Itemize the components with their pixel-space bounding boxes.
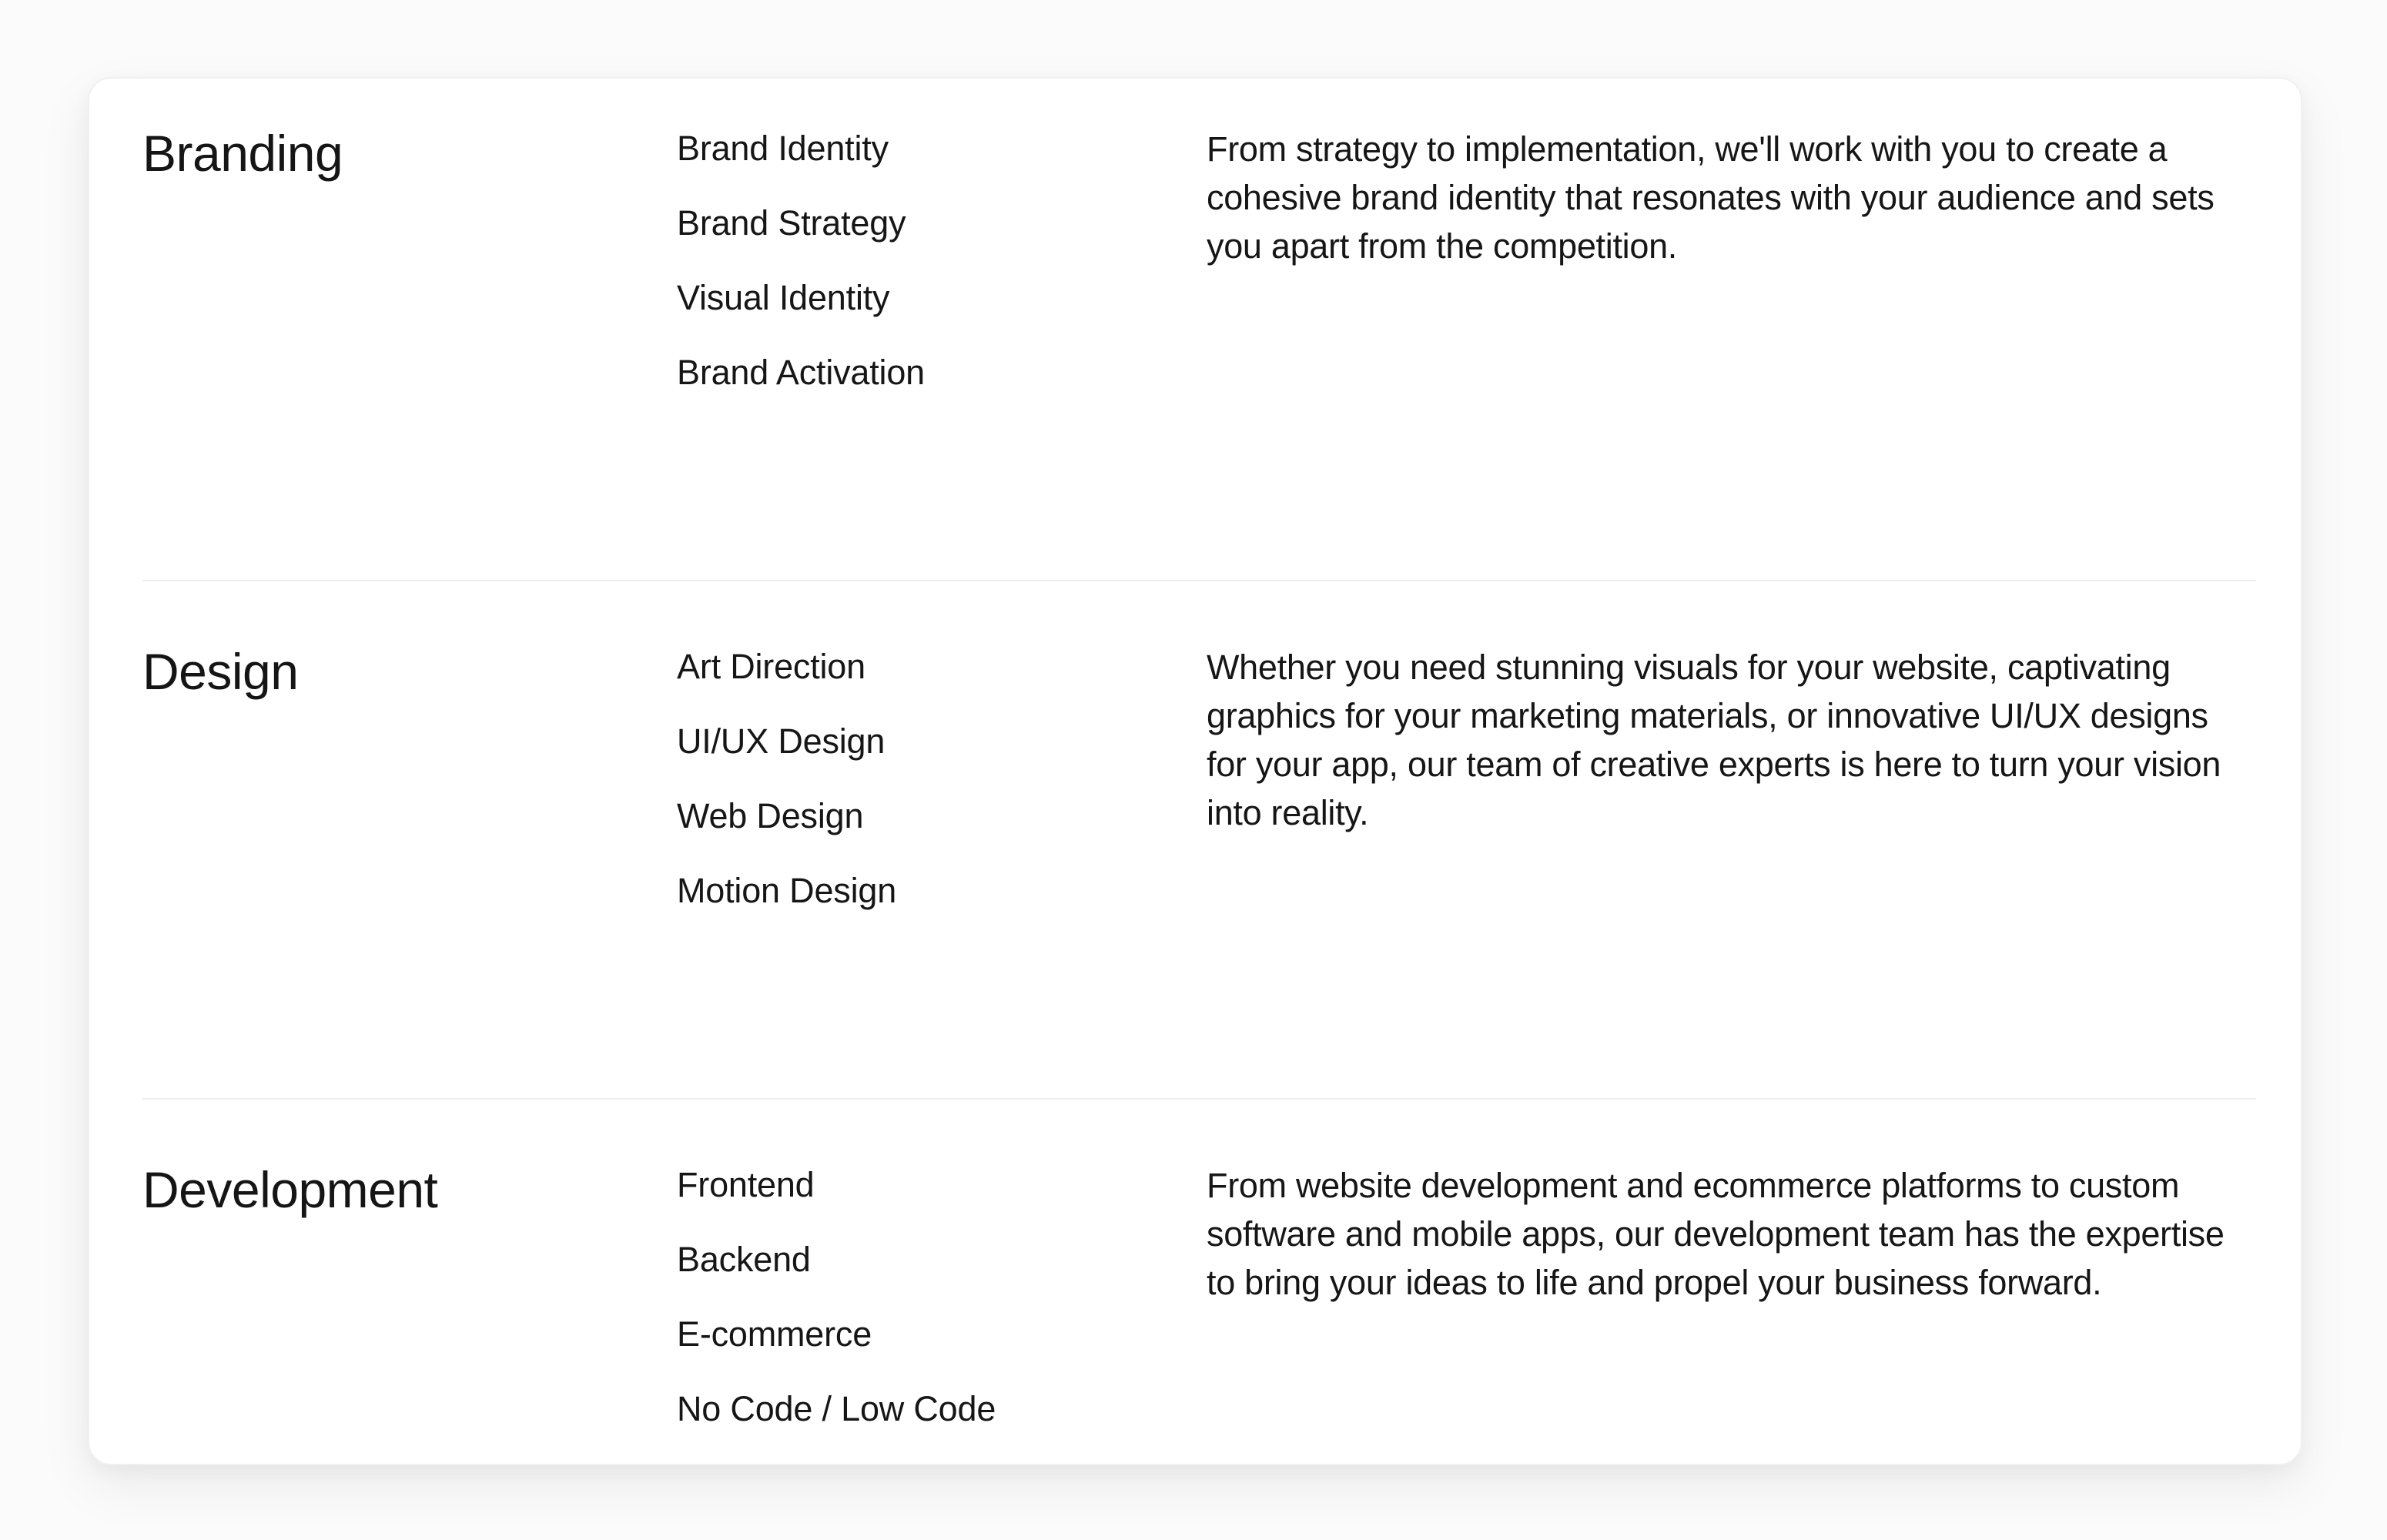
section-title-branding: Branding	[142, 125, 343, 182]
service-item: Brand Identity	[677, 129, 889, 168]
service-list-branding	[677, 125, 1207, 397]
service-item: Brand Strategy	[677, 203, 906, 243]
service-item: No Code / Low Code	[677, 1389, 996, 1428]
service-item: Frontend	[677, 1165, 815, 1204]
section-description-development: From website development and ecommerce platforms to custom software and mobile apps, our development team has the expertise to bring your ideas to life and propel your business forward.	[1207, 1166, 2225, 1302]
service-section-development	[142, 1098, 2256, 1464]
service-list-design	[677, 643, 1207, 915]
service-item: UI/UX Design	[677, 721, 886, 761]
service-item: Web Design	[677, 796, 864, 835]
section-title-design: Design	[142, 643, 299, 700]
section-description-design: Whether you need stunning visuals for your website, captivating graphics for your marketing materials, or innovative UI/UX designs for your app, our team of creative experts is here to turn your vision into reality.	[1207, 648, 2221, 832]
service-item: Brand Activation	[677, 353, 925, 392]
service-item: Art Direction	[677, 647, 865, 686]
service-item: E-commerce	[677, 1314, 872, 1354]
service-section-design	[142, 580, 2256, 1098]
service-list-development	[677, 1161, 1207, 1433]
service-item: Motion Design	[677, 871, 897, 910]
service-item: Backend	[677, 1240, 811, 1279]
service-item: Visual Identity	[677, 278, 890, 317]
section-description-branding: From strategy to implementation, we'll work with you to create a cohesive brand identity that resonates with your audience and sets you apart from the competition.	[1207, 129, 2215, 266]
service-section-branding	[142, 79, 2256, 580]
services-card	[88, 77, 2302, 1465]
section-title-development: Development	[142, 1161, 438, 1218]
